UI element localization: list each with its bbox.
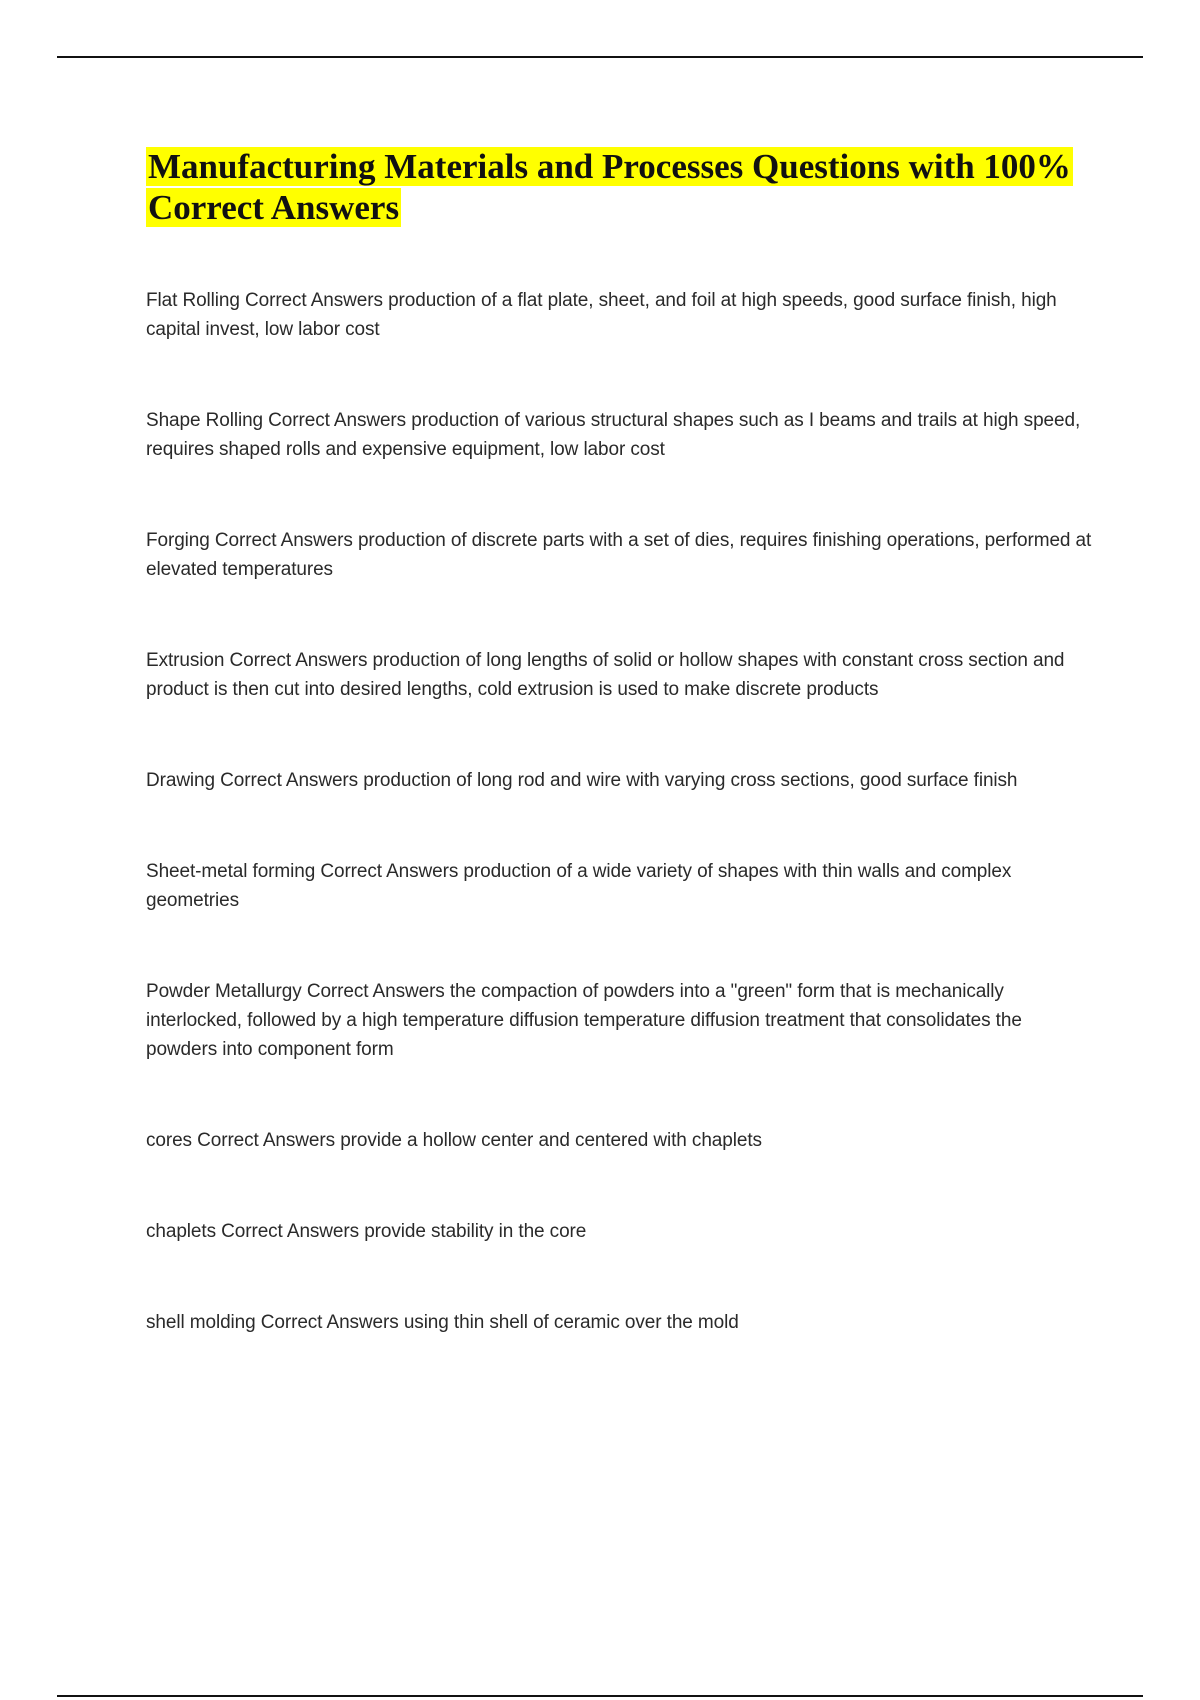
qa-item-forging: Forging Correct Answers production of discrete parts with a set of dies, requires finishing operations, performed at elevated temperatures — [146, 530, 1092, 580]
qa-item-powder-metallurgy: Powder Metallurgy Correct Answers the compaction of powders into a "green" form that is mechanically interlocked, followed by a high temperature diffusion temperature diffusion treatment that consolidates the powders into component form — [146, 981, 1022, 1060]
qa-item-sheet-metal-forming: Sheet-metal forming Correct Answers production of a wide variety of shapes with thin walls and complex geometries — [146, 861, 1012, 911]
bottom-rule — [57, 1695, 1143, 1697]
qa-item-cores: cores Correct Answers provide a hollow center and centered with chaplets — [146, 1130, 762, 1151]
title-highlight: Manufacturing Materials and Processes Questions with 100% Correct Answers — [148, 147, 1071, 227]
document-title — [146, 146, 1096, 228]
qa-list — [146, 286, 1096, 1337]
qa-item-shell-molding: shell molding Correct Answers using thin shell of ceramic over the mold — [146, 1312, 739, 1333]
qa-item-shape-rolling: Shape Rolling Correct Answers production of various structural shapes such as I beams and trails at high speed, requires shaped rolls and expensive equipment, low labor cost — [146, 410, 1081, 460]
qa-item-flat-rolling: Flat Rolling Correct Answers production of a flat plate, sheet, and foil at high speeds, good surface finish, high capital invest, low labor cost — [146, 290, 1057, 340]
document-page — [146, 146, 1096, 1399]
top-rule — [57, 56, 1143, 58]
qa-item-extrusion: Extrusion Correct Answers production of long lengths of solid or hollow shapes with constant cross section and product is then cut into desired lengths, cold extrusion is used to make discrete products — [146, 650, 1065, 700]
qa-item-drawing: Drawing Correct Answers production of long rod and wire with varying cross sections, good surface finish — [146, 770, 1018, 791]
qa-item-chaplets: chaplets Correct Answers provide stability in the core — [146, 1221, 587, 1242]
